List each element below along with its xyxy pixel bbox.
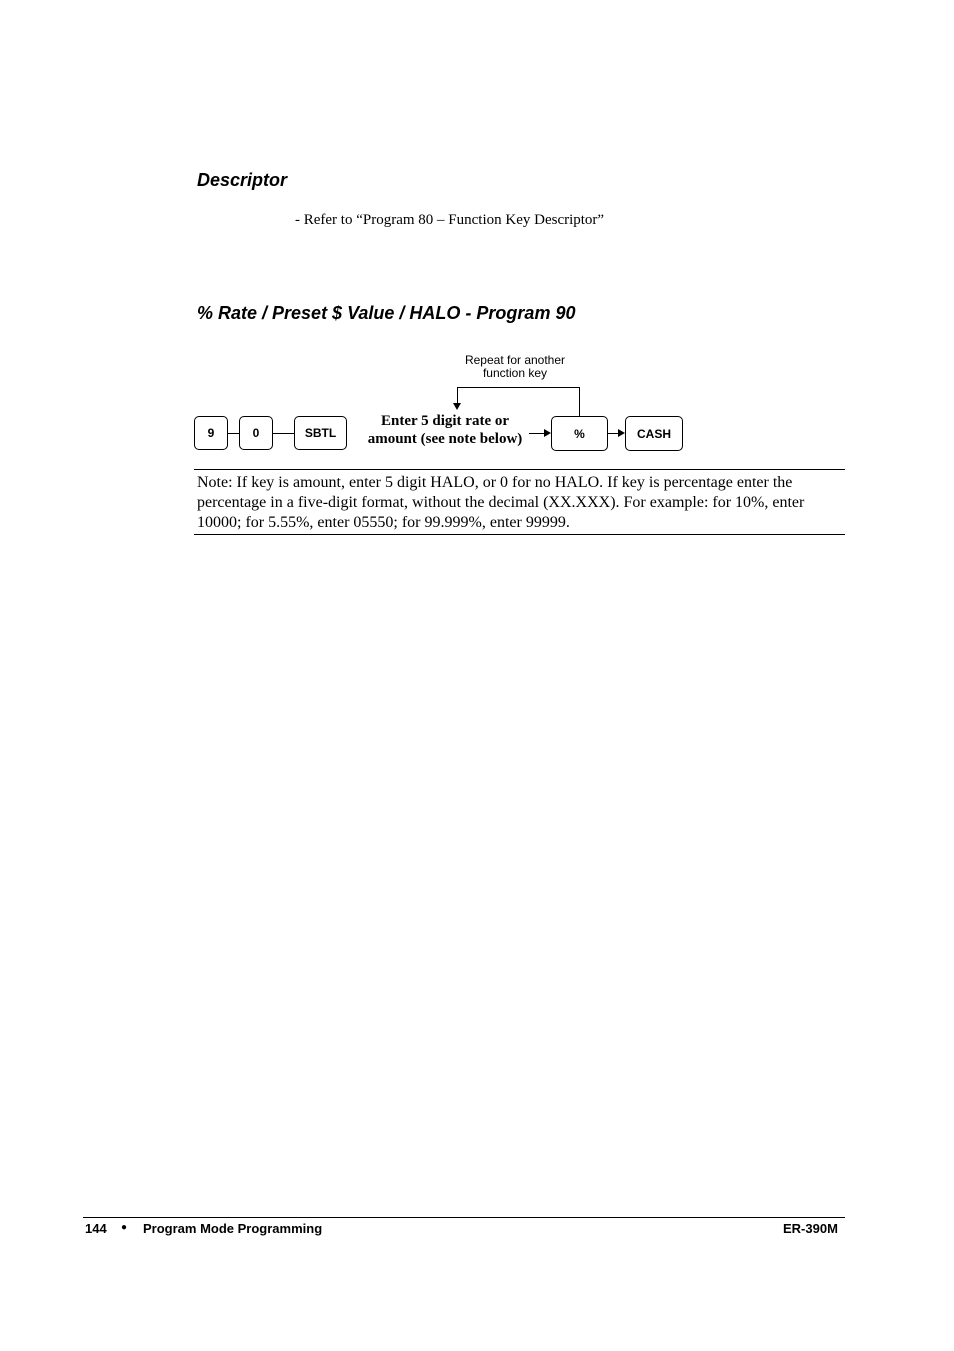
repeat-loop-right-line bbox=[579, 387, 580, 416]
instruction-line2: amount (see note below) bbox=[367, 431, 523, 447]
program90-heading: % Rate / Preset $ Value / HALO - Program 90 bbox=[197, 303, 576, 323]
program90-flow-diagram bbox=[0, 0, 954, 470]
descriptor-refer-text: - Refer to “Program 80 – Function Key Descriptor” bbox=[295, 212, 605, 228]
footer-page-number: 144 bbox=[85, 1221, 107, 1236]
key-0: 0 bbox=[239, 416, 273, 450]
arrow-to-cash bbox=[618, 429, 625, 437]
repeat-loop-top-line bbox=[457, 387, 579, 388]
key-sbtl: SBTL bbox=[294, 416, 347, 450]
repeat-label-line2: function key bbox=[482, 366, 548, 380]
key-cash: CASH bbox=[625, 416, 683, 451]
key-9: 9 bbox=[194, 416, 228, 450]
footer-rule bbox=[83, 1217, 845, 1218]
repeat-label bbox=[445, 354, 585, 380]
key-percent: % bbox=[551, 416, 608, 451]
footer-bullet: ● bbox=[121, 1222, 128, 1233]
connector-instr-percent bbox=[529, 433, 545, 434]
connector-0-sbtl bbox=[273, 433, 294, 434]
instruction-text bbox=[355, 412, 535, 448]
repeat-label-line1: Repeat for another bbox=[464, 353, 566, 367]
descriptor-heading: Descriptor bbox=[197, 170, 288, 190]
repeat-loop-left-line bbox=[457, 387, 458, 404]
footer-section-title: Program Mode Programming bbox=[143, 1221, 323, 1236]
repeat-loop-down-arrow bbox=[453, 403, 461, 410]
instruction-line1: Enter 5 digit rate or bbox=[380, 413, 510, 429]
arrow-to-percent bbox=[544, 429, 551, 437]
footer-model: ER-390M bbox=[783, 1221, 838, 1236]
connector-9-0 bbox=[228, 433, 239, 434]
program90-note: Note: If key is amount, enter 5 digit HALO, or 0 for no HALO. If key is percentage enter the percentage in a five-digit format, without the decimal (XX.XXX). For example: for 10%, enter 10000; for 5.55%, enter 05550; for 99.999%, enter 99999. bbox=[194, 469, 845, 535]
